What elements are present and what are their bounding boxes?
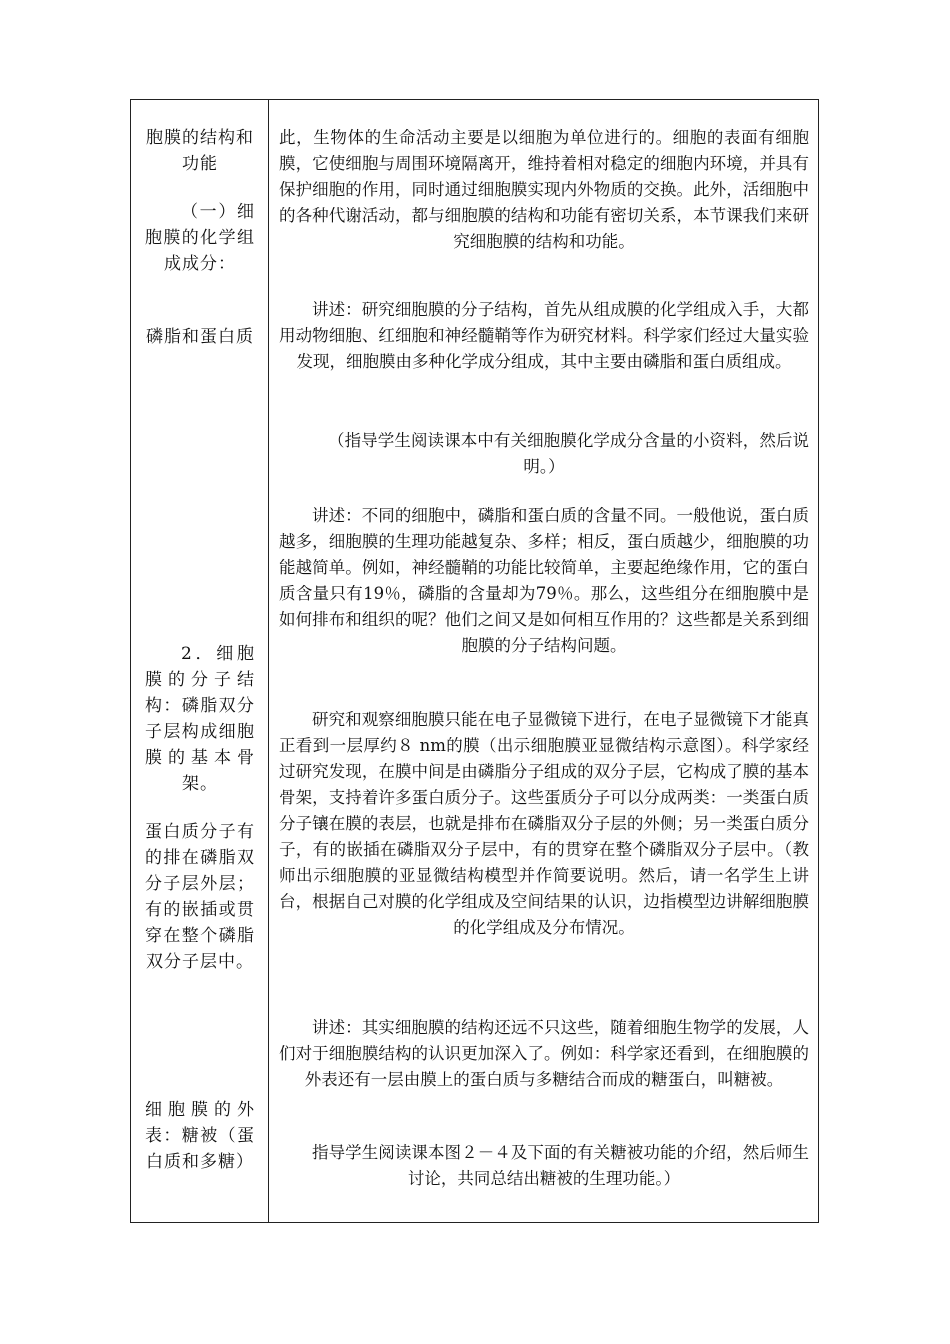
guided-reading-note-1: （指导学生阅读课本中有关细胞膜化学成分含量的小资料，然后说明。）	[328, 431, 809, 476]
lesson-table	[130, 99, 819, 1223]
lecture-paragraph-composition: 讲述：研究细胞膜的分子结构，首先从组成膜的化学组成入手，大都用动物细胞、红细胞和神经髓鞘等作为研究材料。科学家们经过大量实验发现，细胞膜由多种化学成分组成，其中主要由磷脂和蛋白质组成。	[279, 300, 809, 371]
observation-paragraph-electron-microscope: 研究和观察细胞膜只能在电子显微镜下进行，在电子显微镜下才能真正看到一层厚约８ nm的膜（出示细胞膜亚显微结构示意图）。科学家经过研究发现，在膜中间是由磷脂分子组成的双分子层，它构成了膜的基本骨架，支持着许多蛋白质分子。这些蛋质分子可以分成两类：一类蛋白质分子镶在膜的表层，也就是排布在磷脂双分子层的外侧；另一类蛋白质分子，有的嵌插在磷脂双分子层中，有的贯穿在整个磷脂双分子层中。（教师出示细胞膜的亚显微结构模型并作简要说明。然后，请一名学生上讲台，根据自己对膜的化学组成及空间结果的认识，边指模型边讲解细胞膜的化学组成及分布情况。	[279, 710, 809, 937]
left-heading-molecular-structure: 2．细胞膜的分子结构：磷脂双分子层构成细胞膜的基本骨架。	[145, 644, 255, 794]
left-note-protein-arrangement: 蛋白质分子有的排在磷脂双分子层外层；有的嵌插或贯穿在整个磷脂双分子层中。	[145, 822, 255, 972]
lecture-paragraph-glycocalyx: 讲述：其实细胞膜的结构还远不只这些，随着细胞生物学的发展，人们对于细胞膜结构的认识更加深入了。例如：科学家还看到，在细胞膜的外表还有一层由膜上的蛋白质与多糖结合而成的糖蛋白，叫糖被。	[279, 1018, 809, 1089]
left-heading-chemical-composition: （一）细胞膜的化学组成成分：	[145, 202, 255, 274]
left-heading-membrane-structure: 胞膜的结构和功能	[146, 128, 254, 174]
left-note-phospholipid-protein: 磷脂和蛋白质	[146, 327, 254, 347]
lecture-paragraph-content-ratio: 讲述：不同的细胞中，磷脂和蛋白质的含量不同。一般他说，蛋白质越多，细胞膜的生理功能越复杂、多样；相反，蛋白质越少，细胞膜的功能越简单。例如，神经髓鞘的功能比较简单，主要起绝缘作用，它的蛋白质含量只有19％，磷脂的含量却为79％。那么，这些组分在细胞膜中是如何排布和组织的呢？他们之间又是如何相互作用的？这些都是关系到细胞膜的分子结构问题。	[279, 506, 809, 655]
left-heading-glycocalyx: 细胞膜的外表：糖被（蛋白质和多糖）	[145, 1100, 255, 1172]
column-divider	[268, 100, 269, 1222]
guided-reading-note-2: 指导学生阅读课本图２－４及下面的有关糖被功能的介绍，然后师生讨论，共同总结出糖被的生理功能。）	[312, 1143, 809, 1188]
intro-paragraph: 此，生物体的生命活动主要是以细胞为单位进行的。细胞的表面有细胞膜，它使细胞与周围环境隔离开，维持着相对稳定的细胞内环境，并具有保护细胞的作用，同时通过细胞膜实现内外物质的交换。此外，活细胞中的各种代谢活动，都与细胞膜的结构和功能有密切关系，本节课我们来研究细胞膜的结构和功能。	[279, 128, 809, 251]
